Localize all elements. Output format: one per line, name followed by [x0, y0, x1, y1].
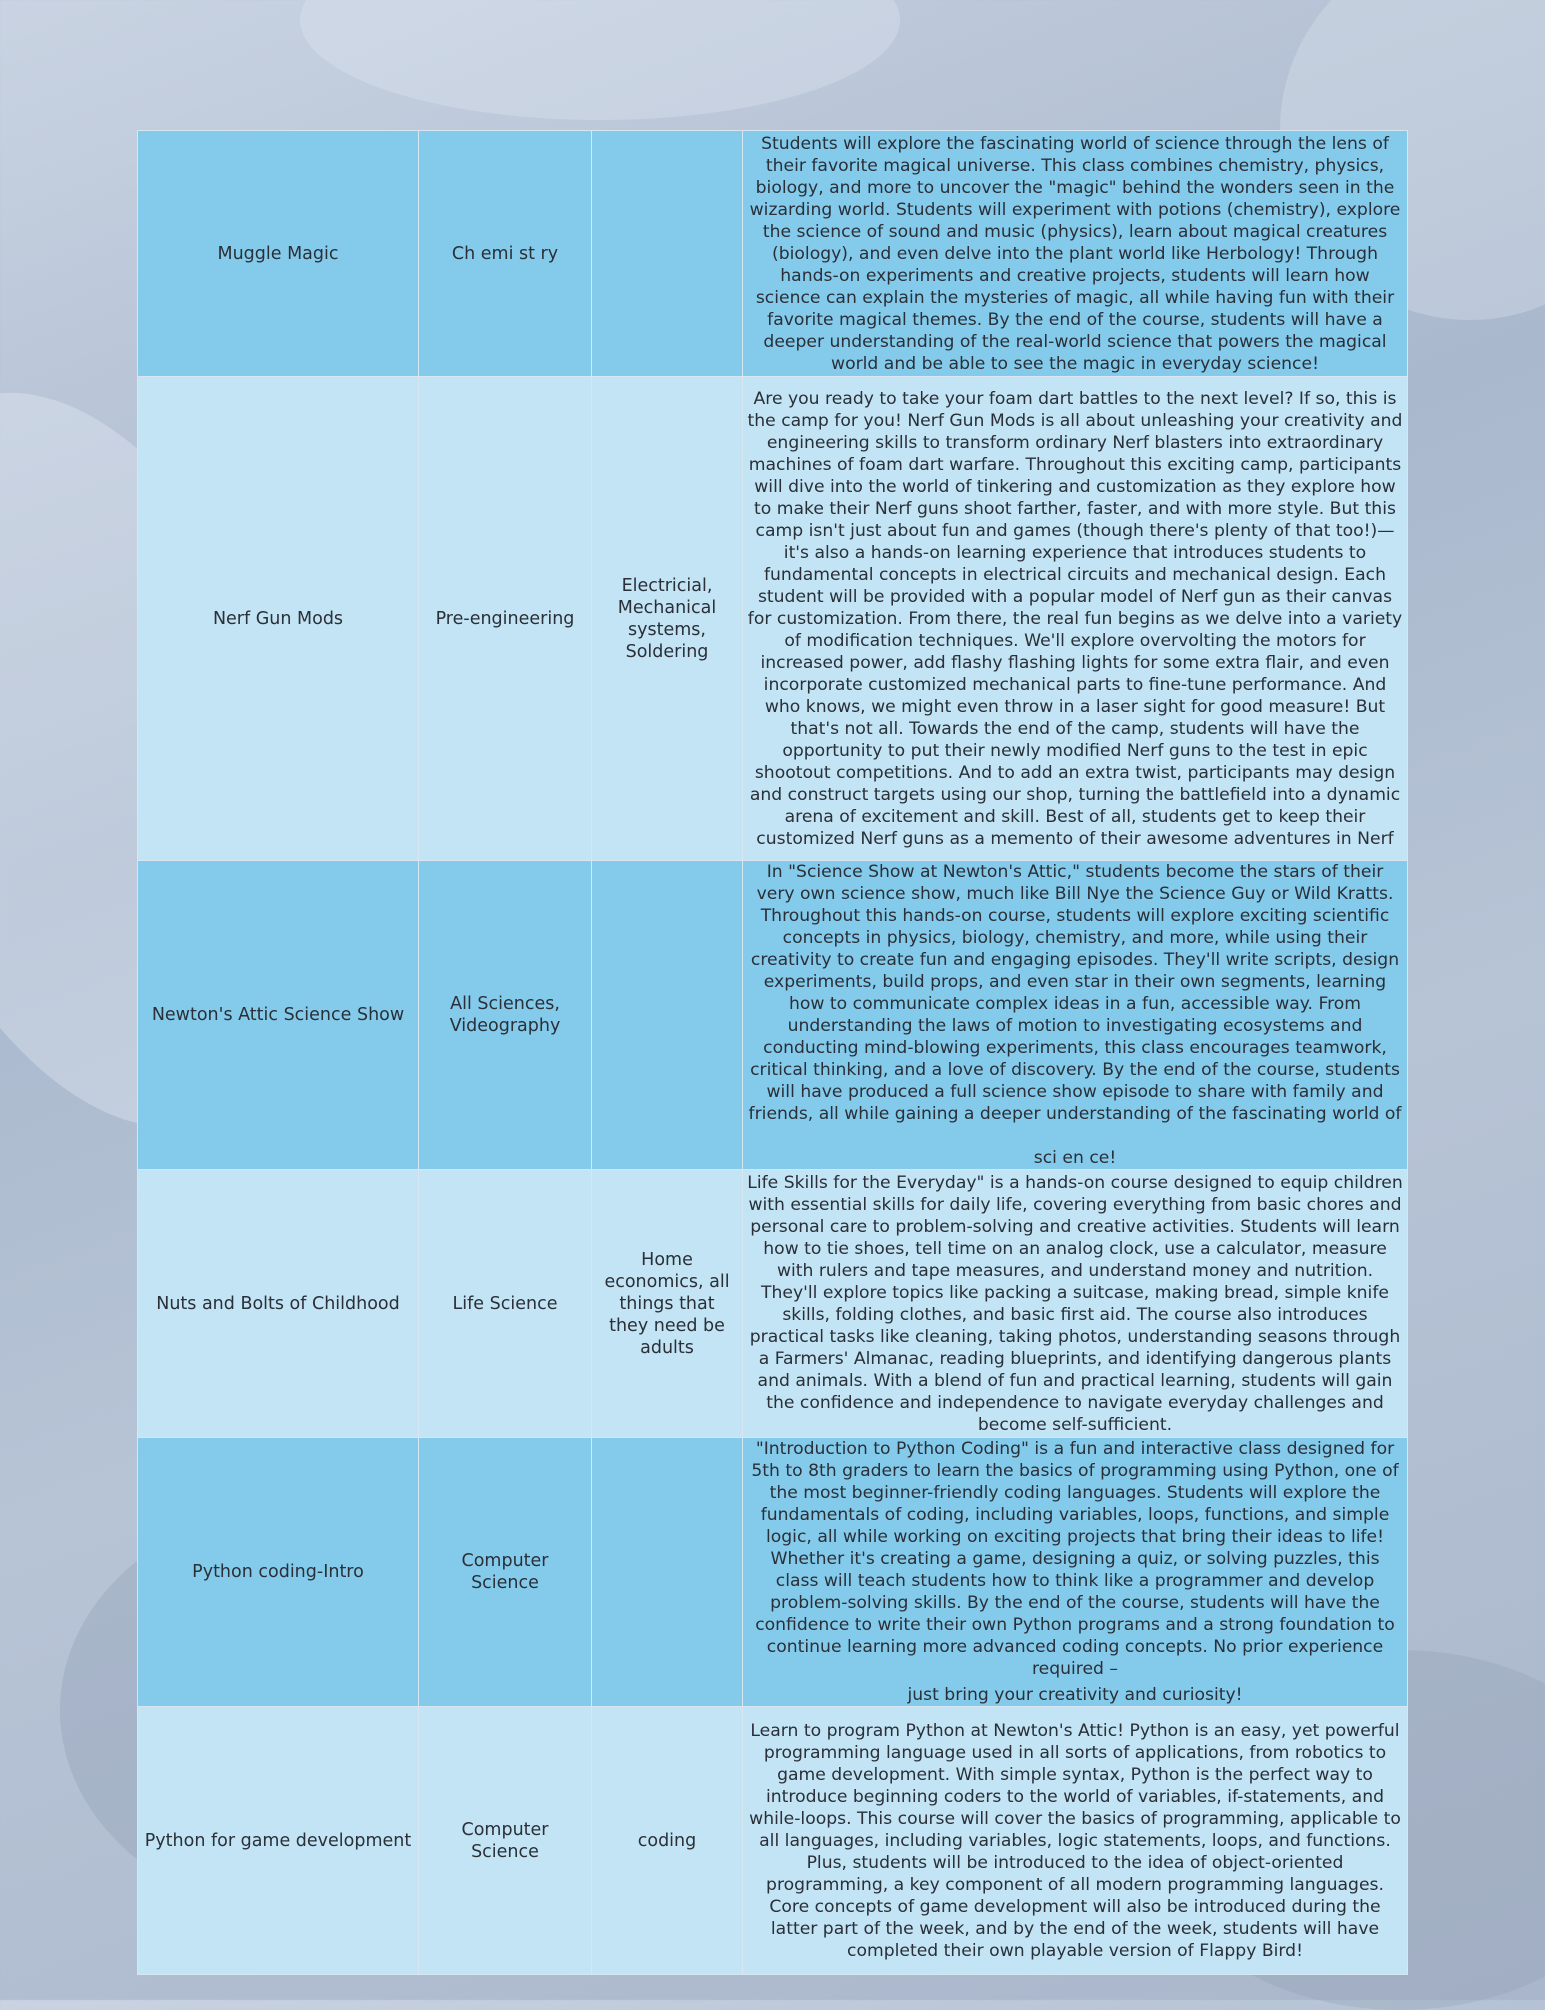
table-row	[138, 1170, 1408, 1438]
course-topics: Electricial, Mechanical systems, Soldering	[592, 377, 743, 861]
course-name: Newton's Attic Science Show	[138, 861, 419, 1170]
course-topics	[592, 1438, 743, 1707]
course-topics	[592, 131, 743, 377]
course-description-cell	[743, 1438, 1408, 1707]
course-subject: Ch emi st ry	[419, 131, 592, 377]
table-row	[138, 131, 1408, 377]
course-subject: Computer Science	[419, 1438, 592, 1707]
course-subject: Life Science	[419, 1170, 592, 1438]
course-topics: coding	[592, 1707, 743, 1975]
course-table-container	[137, 130, 1407, 1975]
course-description: Life Skills for the Everyday" is a hands-on course designed to equip children with essential skills for daily life, covering everything from basic chores and personal care to problem-solving and creative activities. Students will learn how to tie shoes, tell time on an analog clock, use a calculator, measure with rulers and tape measures, and understand money and nutrition. They'll explore topics like packing a suitcase, making bread, simple knife skills, folding clothes, and basic first aid. The course also introduces practical tasks like cleaning, taking photos, understanding seasons through a Farmers' Almanac, reading blueprints, and identifying dangerous plants and animals. With a blend of fun and practical learning, students will gain the confidence and independence to navigate everyday challenges and become self-sufficient.	[743, 1170, 1408, 1438]
table-row	[138, 1707, 1408, 1975]
course-topics: Home economics, all things that they need be adults	[592, 1170, 743, 1438]
course-description-tail: just bring your creativity and curiosity!	[907, 1685, 1243, 1705]
course-description: In "Science Show at Newton's Attic," students become the stars of their very own science show, much like Bill Nye the Science Guy or Wild Kratts. Throughout this hands-on course, students will explore exciting scientific concepts in physics, biology, chemistry, and more, while using their creativity to create fun and engaging episodes. They'll write scripts, design experiments, build props, and even star in their own segments, learning how to communicate complex ideas in a fun, accessible way. From understanding the laws of motion to investigating ecosystems and conducting mind-blowing experiments, this class encourages teamwork, critical thinking, and a love of discovery. By the end of the course, students will have produced a full science show episode to share with family and friends, all while gaining a deeper understanding of the fascinating world of	[748, 862, 1402, 1124]
course-description-cell	[743, 861, 1408, 1170]
table-row	[138, 861, 1408, 1170]
course-description-tail: sci en ce!	[1033, 1148, 1117, 1168]
table-row	[138, 1438, 1408, 1707]
course-description: Students will explore the fascinating world of science through the lens of their favorite magical universe. This class combines chemistry, physics, biology, and more to uncover the "magic" behind the wonders seen in the wizarding world. Students will experiment with potions (chemistry), explore the science of sound and music (physics), learn about magical creatures (biology), and even delve into the plant world like Herbology! Through hands-on experiments and creative projects, students will learn how science can explain the mysteries of magic, all while having fun with their favorite magical themes. By the end of the course, students will have a deeper understanding of the real-world science that powers the magical world and be able to see the magic in everyday science!	[743, 131, 1408, 377]
course-name: Nuts and Bolts of Childhood	[138, 1170, 419, 1438]
course-description: Are you ready to take your foam dart battles to the next level? If so, this is the camp for you! Nerf Gun Mods is all about unleashing your creativity and engineering skills to transform ordinary Nerf blasters into extraordinary machines of foam dart warfare. Throughout this exciting camp, participants will dive into the world of tinkering and customization as they explore how to make their Nerf guns shoot farther, faster, and with more style. But this camp isn't just about fun and games (though there's plenty of that too!)—it's also a hands-on learning experience that introduces students to fundamental concepts in electrical circuits and mechanical design. Each student will be provided with a popular model of Nerf gun as their canvas for customization. From there, the real fun begins as we delve into a variety of modification techniques. We'll explore overvolting the motors for increased power, add flashy flashing lights for some extra flair, and even incorporate customized mechanical parts to fine-tune performance. And who knows, we might even throw in a laser sight for good measure! But that's not all. Towards the end of the camp, students will have the opportunity to put their newly modified Nerf guns to the test in epic shootout competitions. And to add an extra twist, participants may design and construct targets using our shop, turning the battlefield into a dynamic arena of excitement and skill. Best of all, students get to keep their customized Nerf guns as a memento of their awesome adventures in Nerf	[743, 377, 1408, 861]
table-row	[138, 377, 1408, 861]
course-name: Python coding-Intro	[138, 1438, 419, 1707]
course-name: Muggle Magic	[138, 131, 419, 377]
course-description: "Introduction to Python Coding" is a fun and interactive class designed for 5th to 8th graders to learn the basics of programming using Python, one of the most beginner-friendly coding languages. Students will explore the fundamentals of coding, including variables, loops, functions, and simple logic, all while working on exciting projects that bring their ideas to life! Whether it's creating a game, designing a quiz, or solving puzzles, this class will teach students how to think like a programmer and develop problem-solving skills. By the end of the course, students will have the confidence to write their own Python programs and a strong foundation to continue learning more advanced coding concepts. No prior experience required –	[751, 1439, 1399, 1679]
course-table	[137, 130, 1408, 1975]
course-topics	[592, 861, 743, 1170]
background-blur-shape	[300, 0, 900, 120]
course-subject: Pre-engineering	[419, 377, 592, 861]
course-subject: All Sciences, Videography	[419, 861, 592, 1170]
course-name: Python for game development	[138, 1707, 419, 1975]
course-description: Learn to program Python at Newton's Attic! Python is an easy, yet powerful programming language used in all sorts of applications, from robotics to game development. With simple syntax, Python is the perfect way to introduce beginning coders to the world of variables, if-statements, and while-loops. This course will cover the basics of programming, applicable to all languages, including variables, logic statements, loops, and functions. Plus, students will be introduced to the idea of object-oriented programming, a key component of all modern programming languages. Core concepts of game development will also be introduced during the latter part of the week, and by the end of the week, students will have completed their own playable version of Flappy Bird!	[743, 1707, 1408, 1975]
course-subject: Computer Science	[419, 1707, 592, 1975]
course-name: Nerf Gun Mods	[138, 377, 419, 861]
